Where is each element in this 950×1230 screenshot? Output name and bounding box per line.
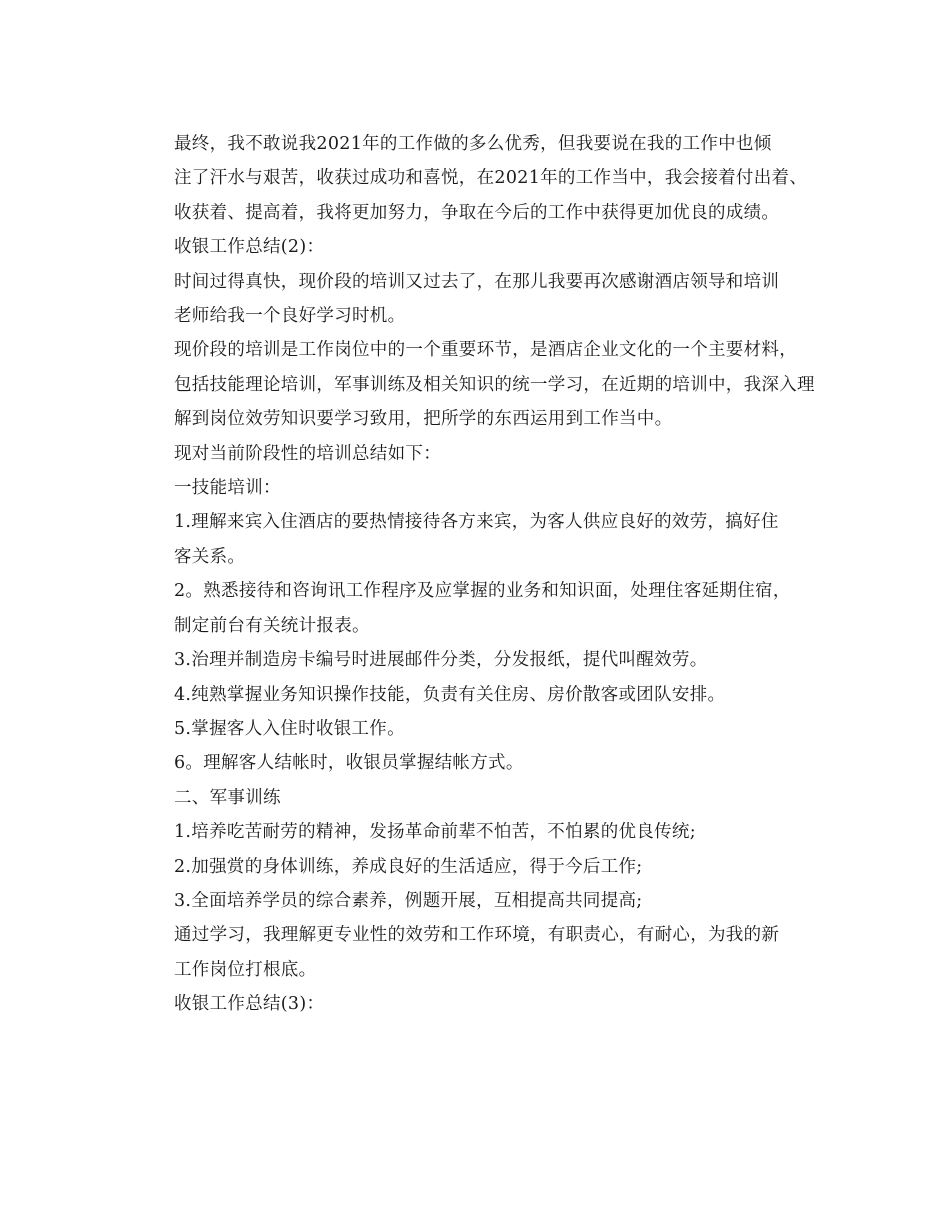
paragraph-line: 收获着、提高着，我将更加努力，争取在今后的工作中获得更加优良的成绩。 xyxy=(174,202,780,223)
paragraph-line: 包括技能理论培训，军事训练及相关知识的统一学习，在近期的培训中，我深入理 xyxy=(174,374,815,395)
paragraph xyxy=(139,471,817,505)
paragraph xyxy=(139,987,817,1021)
paragraph xyxy=(139,884,817,918)
paragraph xyxy=(139,781,817,815)
paragraph-line: 4.纯熟掌握业务知识操作技能，负责有关住房、房价散客或团队安排。 xyxy=(174,684,726,705)
paragraph-line: 2。熟悉接待和咨询讯工作程序及应掌握的业务和知识面，处理住客延期住宿， xyxy=(174,581,791,602)
paragraph xyxy=(139,333,817,436)
paragraph-line: 3.治理并制造房卡编号时进展邮件分类，分发报纸，提代叫醒效劳。 xyxy=(174,650,708,671)
paragraph xyxy=(139,643,817,677)
paragraph xyxy=(139,437,817,471)
paragraph-line: 1.理解来宾入住酒店的要热情接待各方来宾，为客人供应良好的效劳，搞好住 xyxy=(174,512,779,533)
paragraph xyxy=(139,505,817,574)
paragraph xyxy=(139,127,817,230)
paragraph-line: 时间过得真快，现价段的培训又过去了，在那儿我要再次感谢酒店领导和培训 xyxy=(174,271,780,292)
paragraph-line: 解到岗位效劳知识要学习致用，把所学的东西运用到工作当中。 xyxy=(174,409,673,430)
paragraph xyxy=(139,265,817,334)
paragraph-line: 通过学习，我理解更专业性的效劳和工作环境，有职责心，有耐心，为我的新 xyxy=(174,925,780,946)
paragraph-line: 6。理解客人结帐时，收银员掌握结帐方式。 xyxy=(174,753,524,774)
paragraph xyxy=(139,230,817,264)
paragraph xyxy=(139,815,817,849)
paragraph-line: 客关系。 xyxy=(174,546,246,567)
paragraph xyxy=(139,712,817,746)
paragraph-line: 老师给我一个良好学习时机。 xyxy=(174,306,406,327)
paragraph xyxy=(139,574,817,643)
paragraph-line: 一技能培训： xyxy=(174,478,281,499)
paragraph xyxy=(139,678,817,712)
paragraph-line: 二、军事训练 xyxy=(174,787,281,808)
paragraph-line: 工作岗位打根底。 xyxy=(174,959,317,980)
paragraph-line: 3.全面培养学员的综合素养，例题开展，互相提高共同提高; xyxy=(174,890,643,911)
paragraph-line: 收银工作总结(2)： xyxy=(174,237,325,258)
paragraph xyxy=(139,746,817,780)
paragraph-line: 现对当前阶段性的培训总结如下： xyxy=(174,443,441,464)
paragraph-line: 制定前台有关统计报表。 xyxy=(174,615,370,636)
paragraph-line: 收银工作总结(3)： xyxy=(174,994,325,1015)
paragraph-line: 1.培养吃苦耐劳的精神，发扬革命前辈不怕苦，不怕累的优良传统; xyxy=(174,822,696,843)
paragraph-line: 现价段的培训是工作岗位中的一个重要环节，是酒店企业文化的一个主要材料， xyxy=(174,340,797,361)
paragraph-line: 5.掌握客人入住时收银工作。 xyxy=(174,718,405,739)
document-body xyxy=(139,127,817,1022)
paragraph-line: 注了汗水与艰苦，收获过成功和喜悦，在2021年的工作当中，我会接着付出着、 xyxy=(174,168,808,189)
paragraph xyxy=(139,850,817,884)
paragraph-line: 最终，我不敢说我2021年的工作做的多么优秀，但我要说在我的工作中也倾 xyxy=(174,134,772,154)
paragraph xyxy=(139,918,817,987)
paragraph-line: 2.加强赏的身体训练，养成良好的生活适应，得于今后工作; xyxy=(174,856,643,877)
